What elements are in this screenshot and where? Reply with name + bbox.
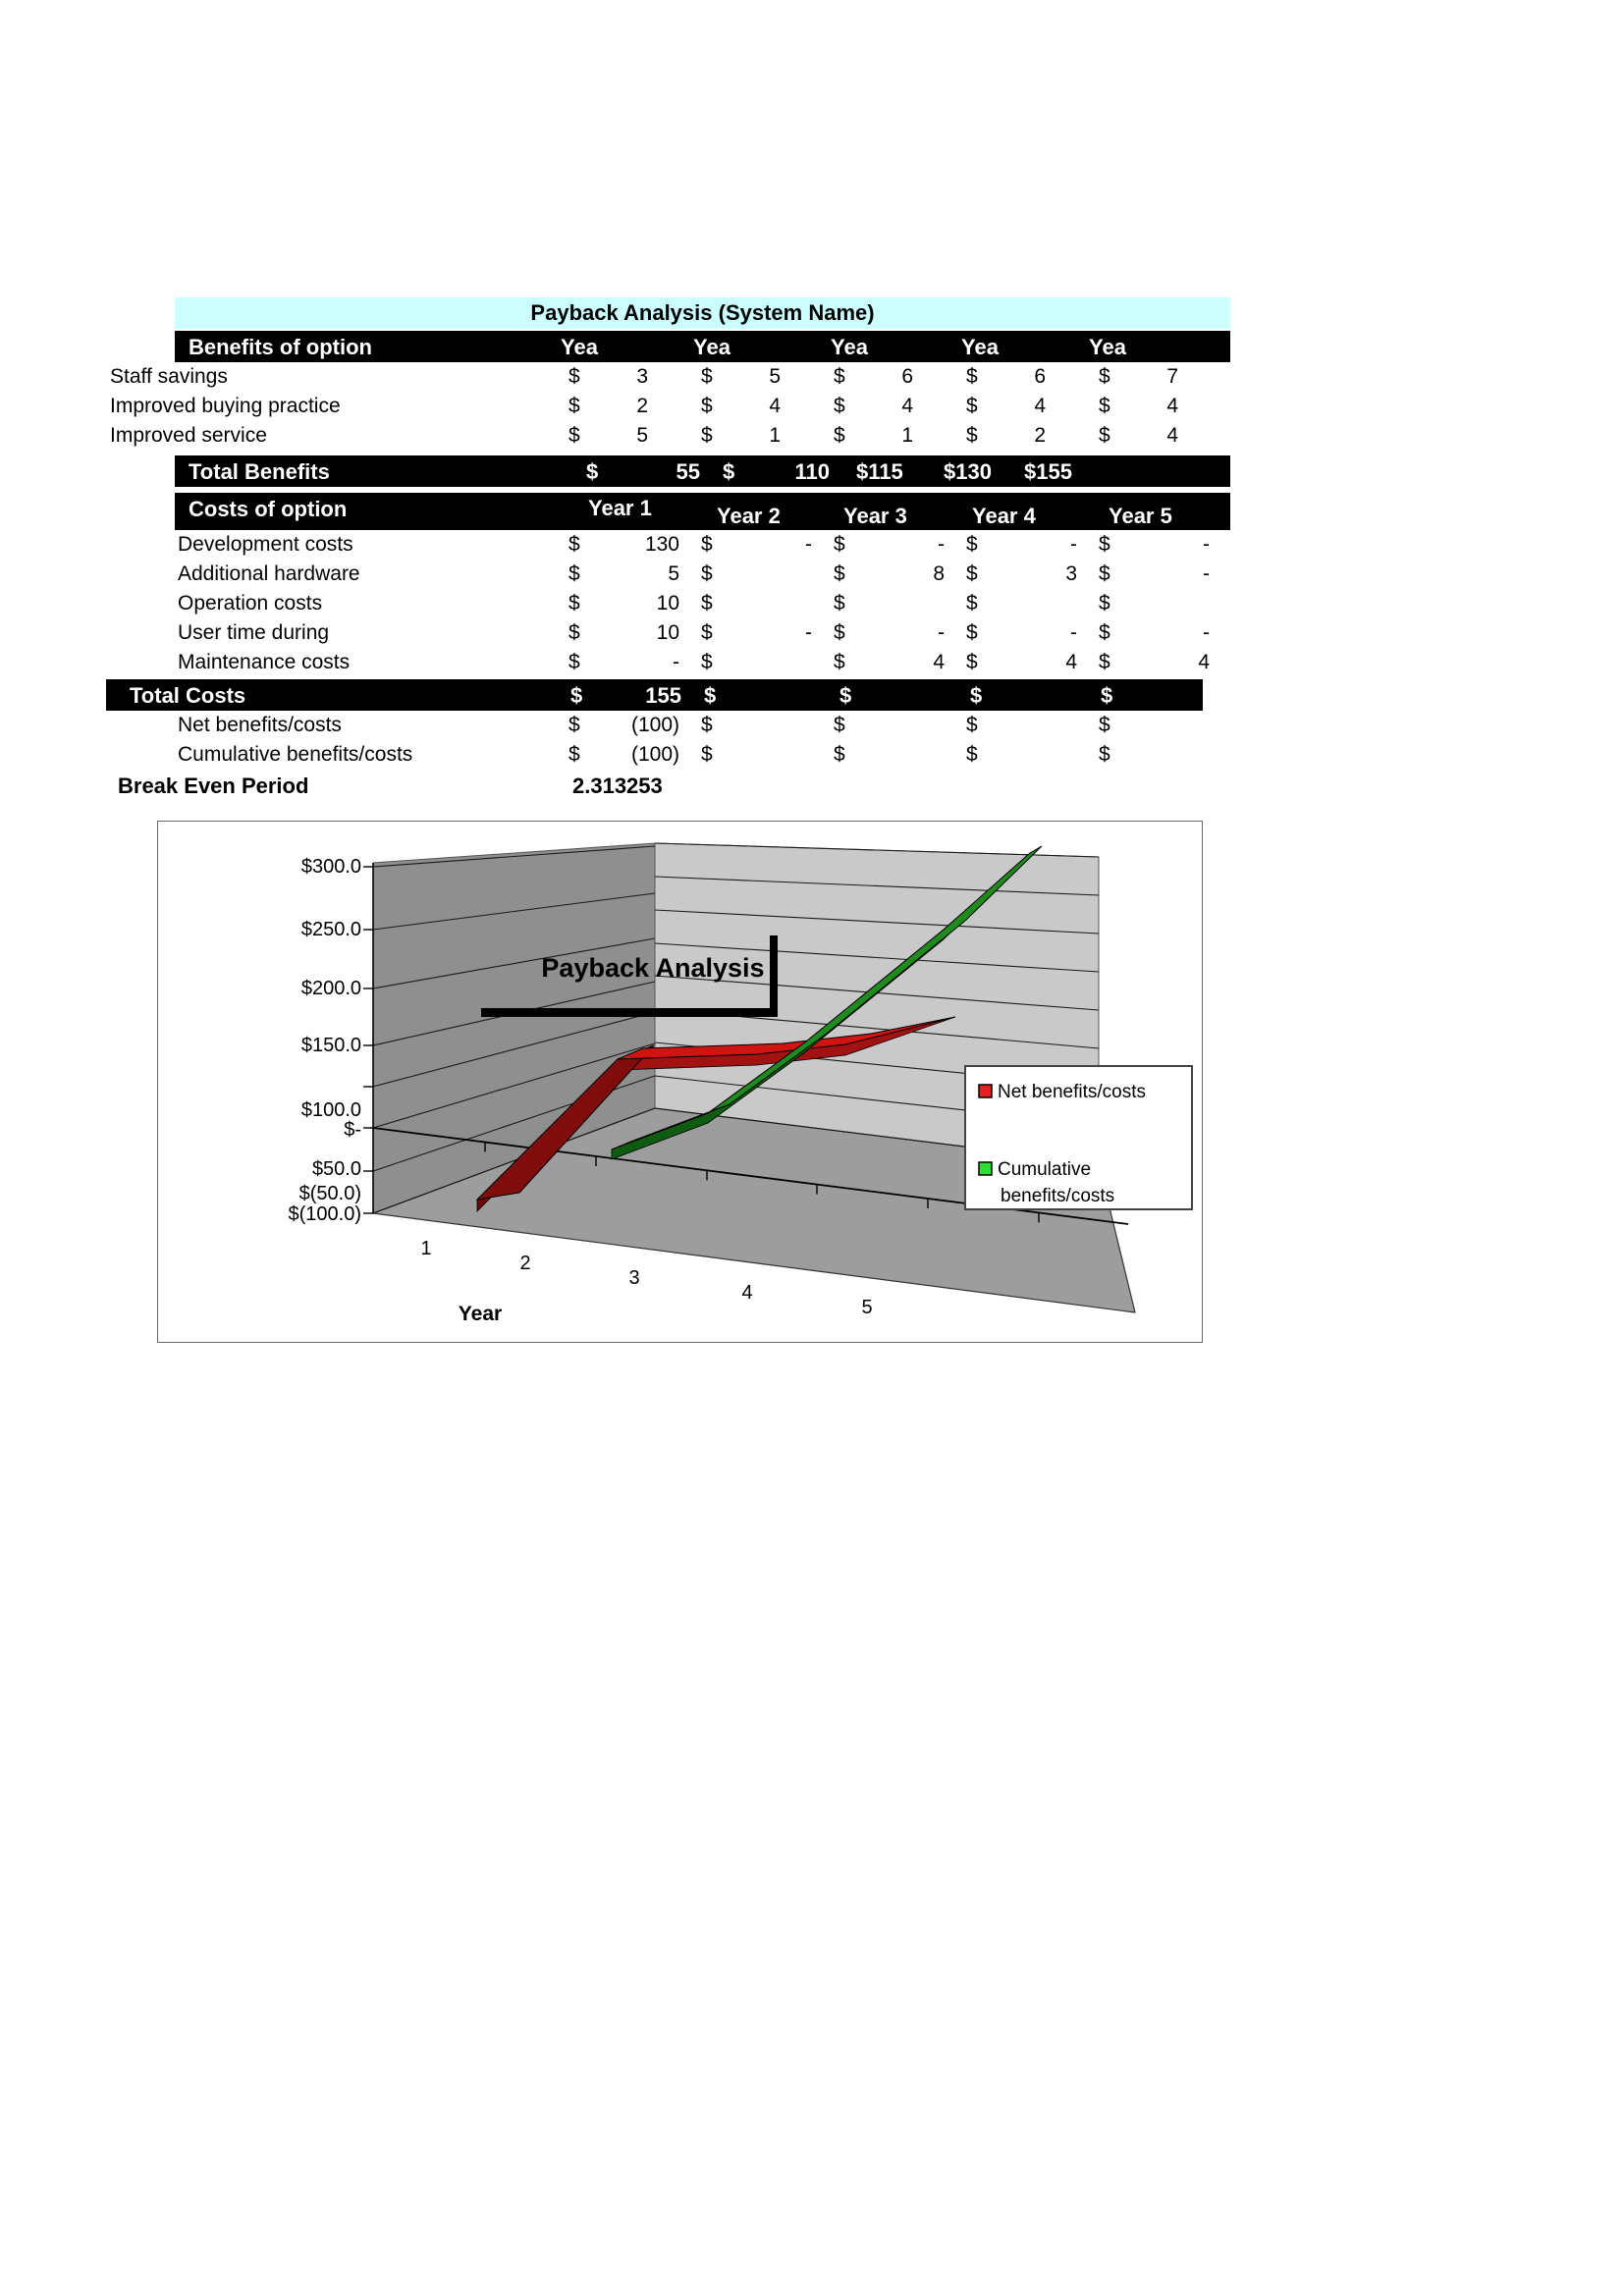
currency-cell[interactable]: $	[834, 365, 845, 388]
currency-cell[interactable]: $	[966, 365, 978, 388]
value-cell[interactable]: -	[1203, 533, 1210, 556]
chart-title-side-bar	[770, 935, 778, 1017]
currency-cell[interactable]: $	[834, 621, 845, 644]
currency-cell[interactable]: $	[701, 424, 713, 447]
currency-cell[interactable]: $	[701, 592, 713, 614]
currency-cell[interactable]: $	[1099, 533, 1110, 556]
value-cell[interactable]: 4	[1166, 395, 1178, 417]
table-row	[110, 618, 1269, 648]
value-cell[interactable]: 4	[933, 651, 945, 673]
row-label[interactable]: Maintenance costs	[178, 651, 351, 673]
value-cell[interactable]: 5	[668, 562, 679, 585]
total-benefits-cell[interactable]: $115	[856, 459, 903, 484]
total-benefits-cell[interactable]: $	[586, 459, 599, 484]
year-header[interactable]: Yea	[693, 335, 731, 359]
value-cell[interactable]: (100)	[630, 743, 679, 766]
year-header[interactable]: Yea	[561, 335, 598, 359]
legend-cumulative-marker	[979, 1162, 992, 1175]
break-even-label: Break Even Period	[118, 774, 309, 798]
currency-cell[interactable]: $	[701, 743, 713, 766]
currency-cell[interactable]: $	[966, 592, 978, 614]
axis-tick-label: $250.0	[300, 919, 361, 940]
currency-cell[interactable]: $	[568, 365, 580, 388]
currency-cell[interactable]: $	[568, 592, 580, 614]
value-cell[interactable]: -	[805, 533, 812, 556]
currency-cell[interactable]: $	[834, 743, 845, 766]
currency-cell[interactable]: $	[701, 714, 713, 736]
currency-cell[interactable]: $	[568, 424, 580, 447]
table-row	[110, 589, 1269, 618]
row-label[interactable]: Staff savings	[110, 365, 228, 388]
break-even-value: 2.313253	[572, 774, 663, 798]
value-cell[interactable]: 10	[656, 592, 679, 614]
currency-cell[interactable]: $	[568, 714, 580, 736]
row-label[interactable]: Operation costs	[178, 592, 323, 614]
total-benefits-cell[interactable]: $130	[944, 459, 992, 484]
currency-cell[interactable]: $	[568, 562, 580, 585]
currency-cell[interactable]: $	[701, 365, 713, 388]
chart-title-underline	[481, 1008, 778, 1017]
sheet-title-bar[interactable]	[175, 297, 1230, 329]
row-label[interactable]: Improved buying practice	[110, 395, 341, 417]
row-label[interactable]: Net benefits/costs	[178, 714, 342, 736]
currency-cell[interactable]: $	[966, 533, 978, 556]
currency-cell[interactable]: $	[1101, 683, 1113, 708]
axis-tick-label: $300.0	[300, 856, 361, 878]
currency-cell[interactable]: $	[1099, 714, 1110, 736]
currency-cell[interactable]: $	[839, 683, 852, 708]
currency-cell[interactable]: $	[834, 533, 845, 556]
value-cell[interactable]: -	[1070, 533, 1077, 556]
year-header[interactable]: Yea	[961, 335, 999, 359]
value-cell[interactable]: 4	[1198, 651, 1210, 673]
total-benefits-label: Total Benefits	[189, 459, 330, 484]
currency-cell[interactable]: $	[966, 562, 978, 585]
payback-table	[110, 297, 1269, 803]
table-row	[110, 362, 1269, 392]
currency-cell[interactable]: $	[966, 621, 978, 644]
value-cell[interactable]: -	[1203, 621, 1210, 644]
axis-tick-label: $200.0	[300, 978, 361, 999]
currency-cell[interactable]: $	[834, 592, 845, 614]
chart-title[interactable]: Payback Analysis	[541, 953, 765, 983]
row-label[interactable]: Additional hardware	[178, 562, 360, 585]
total-costs-value[interactable]: 155	[645, 683, 681, 708]
currency-cell[interactable]: $	[834, 562, 845, 585]
value-cell[interactable]: 4	[769, 395, 781, 417]
benefits-header-label: Benefits of option	[189, 335, 372, 359]
costs-header-label: Costs of option	[189, 497, 348, 521]
axis-tick-label: $150.0	[300, 1035, 361, 1056]
value-cell[interactable]: 3	[1065, 562, 1077, 585]
benefits-rows	[110, 362, 1269, 451]
currency-cell[interactable]: $	[834, 651, 845, 673]
axis-tick-label: $(100.0)	[288, 1203, 361, 1225]
value-cell[interactable]: 4	[1034, 395, 1046, 417]
currency-cell[interactable]: $	[568, 533, 580, 556]
currency-cell[interactable]: $	[701, 621, 713, 644]
currency-cell[interactable]: $	[1099, 424, 1110, 447]
total-costs-band[interactable]	[106, 679, 1203, 711]
currency-cell[interactable]: $	[1099, 365, 1110, 388]
currency-cell[interactable]: $	[1099, 621, 1110, 644]
currency-cell[interactable]: $	[568, 743, 580, 766]
value-cell[interactable]: -	[938, 533, 945, 556]
total-benefits-cell[interactable]: 55	[676, 459, 700, 484]
currency-cell[interactable]: $	[834, 395, 845, 417]
row-label[interactable]: Development costs	[178, 533, 353, 556]
value-cell[interactable]: 3	[636, 365, 648, 388]
axis-tick-label: $-	[344, 1119, 361, 1141]
axis-tick-marks	[363, 867, 373, 1213]
currency-cell[interactable]: $	[701, 395, 713, 417]
currency-cell[interactable]: $	[1099, 592, 1110, 614]
table-row	[110, 421, 1269, 451]
legend-net-marker	[979, 1085, 992, 1097]
currency-cell[interactable]: $	[970, 683, 983, 708]
axis-tick-label: $50.0	[311, 1158, 361, 1180]
total-benefits-cell[interactable]: 110	[794, 459, 830, 484]
table-row	[110, 711, 1269, 740]
value-cell[interactable]: 10	[656, 621, 679, 644]
value-cell[interactable]: 5	[769, 365, 781, 388]
value-cell[interactable]: 6	[1034, 365, 1046, 388]
value-cell[interactable]: 130	[644, 533, 679, 556]
summary-rows	[110, 711, 1269, 770]
currency-cell[interactable]: $	[1099, 743, 1110, 766]
costs-rows	[110, 530, 1269, 677]
year-header[interactable]: Yea	[1089, 335, 1126, 359]
value-cell[interactable]: 7	[1166, 365, 1178, 388]
currency-cell[interactable]: $	[966, 743, 978, 766]
currency-cell[interactable]: $	[966, 651, 978, 673]
currency-cell[interactable]: $	[834, 714, 845, 736]
chart-legend[interactable]	[965, 1066, 1192, 1209]
axis-tick-label: 2	[519, 1253, 531, 1274]
year-header[interactable]: Year 5	[1109, 504, 1172, 528]
legend-cumulative-label-line2: benefits/costs	[1001, 1186, 1115, 1206]
legend-cumulative-label-line1: Cumulative	[998, 1159, 1092, 1180]
table-row	[110, 740, 1269, 770]
table-row	[110, 560, 1269, 589]
value-cell[interactable]: 4	[1065, 651, 1077, 673]
currency-cell[interactable]: $	[704, 683, 717, 708]
value-cell[interactable]: -	[938, 621, 945, 644]
currency-cell[interactable]: $	[966, 424, 978, 447]
currency-cell[interactable]: $	[1099, 562, 1110, 585]
costs-header-band[interactable]	[175, 493, 1230, 530]
currency-cell[interactable]: $	[701, 562, 713, 585]
row-label[interactable]: Cumulative benefits/costs	[178, 743, 413, 766]
currency-cell[interactable]: $	[701, 533, 713, 556]
table-row	[110, 648, 1269, 677]
currency-cell[interactable]: $	[568, 395, 580, 417]
benefits-header-band[interactable]	[175, 331, 1230, 362]
year-header[interactable]: Year 3	[843, 504, 907, 528]
total-benefits-cell[interactable]: $155	[1024, 459, 1072, 484]
value-cell[interactable]: -	[805, 621, 812, 644]
value-cell[interactable]: (100)	[630, 714, 679, 736]
axis-tick-label: 4	[741, 1282, 753, 1304]
year-header[interactable]: Year 2	[717, 504, 781, 528]
break-even-row[interactable]	[110, 770, 1269, 803]
currency-cell[interactable]: $	[1099, 651, 1110, 673]
total-benefits-cell[interactable]: $	[723, 459, 735, 484]
value-cell[interactable]: 2	[1034, 424, 1046, 447]
axis-tick-label: $(50.0)	[298, 1183, 361, 1204]
year-header[interactable]: Yea	[831, 335, 868, 359]
total-benefits-band[interactable]	[175, 455, 1230, 487]
currency-cell[interactable]: $	[568, 651, 580, 673]
sheet-title: Payback Analysis (System Name)	[530, 300, 875, 325]
value-cell[interactable]: -	[1070, 621, 1077, 644]
value-cell[interactable]: 2	[636, 395, 648, 417]
axis-tick-label: 1	[420, 1238, 432, 1259]
value-cell[interactable]: 8	[933, 562, 945, 585]
currency-cell[interactable]: $	[966, 395, 978, 417]
year-header[interactable]: Year 1	[588, 496, 652, 520]
table-row	[110, 392, 1269, 421]
value-cell[interactable]: -	[673, 651, 679, 673]
currency-cell[interactable]: $	[1099, 395, 1110, 417]
payback-chart	[157, 821, 1203, 1343]
value-cell[interactable]: 5	[636, 424, 648, 447]
currency-cell[interactable]: $	[568, 621, 580, 644]
total-costs-label: Total Costs	[130, 683, 246, 708]
currency-cell[interactable]: $	[701, 651, 713, 673]
legend-net-label: Net benefits/costs	[998, 1082, 1147, 1102]
currency-cell[interactable]: $	[570, 683, 583, 708]
x-axis-title: Year	[458, 1303, 503, 1325]
row-label[interactable]: Improved service	[110, 424, 267, 447]
value-cell[interactable]: -	[1203, 562, 1210, 585]
axis-tick-label: 3	[628, 1267, 640, 1289]
currency-cell[interactable]: $	[834, 424, 845, 447]
value-cell[interactable]: 1	[769, 424, 781, 447]
table-row	[110, 530, 1269, 560]
value-cell[interactable]: 4	[1166, 424, 1178, 447]
year-header[interactable]: Year 4	[972, 504, 1036, 528]
currency-cell[interactable]: $	[966, 714, 978, 736]
row-label[interactable]: User time during	[178, 621, 330, 644]
value-cell[interactable]: 6	[901, 365, 913, 388]
axis-tick-label: 5	[861, 1297, 873, 1318]
y-axis-labels	[289, 856, 362, 1225]
axis-tick-label: $100.0	[300, 1099, 361, 1121]
value-cell[interactable]: 4	[901, 395, 913, 417]
value-cell[interactable]: 1	[901, 424, 913, 447]
